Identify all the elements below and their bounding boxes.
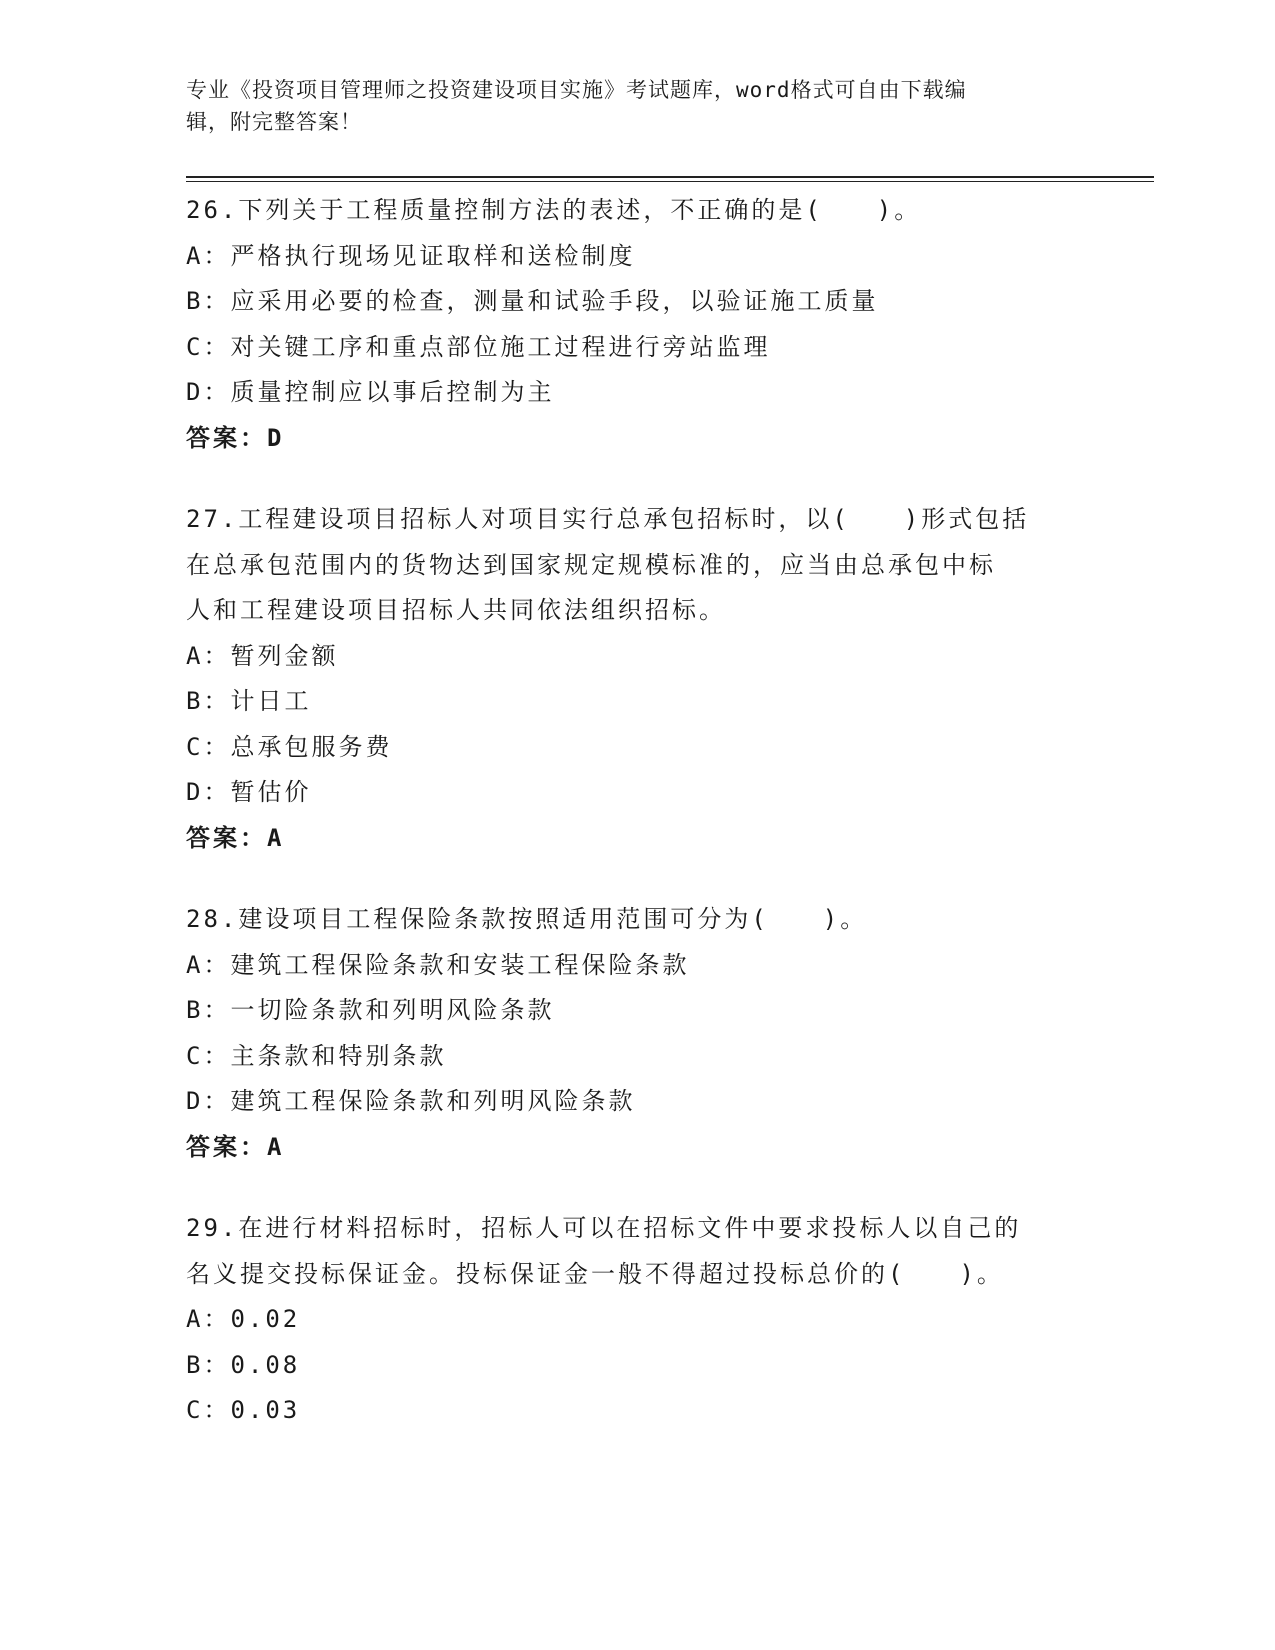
header-line-2: 辑，附完整答案！	[186, 110, 362, 134]
question-29	[186, 1206, 1086, 1434]
header-divider-thick	[186, 176, 1154, 178]
answer: 答案：D	[186, 423, 285, 452]
option-b: B：计日工	[186, 687, 312, 715]
question-stem-line-1: 29.在进行材料招标时，招标人可以在招标文件中要求投标人以自己的	[186, 1214, 1022, 1242]
question-26	[186, 188, 1086, 461]
question-list	[186, 188, 1086, 1470]
header-divider-thin	[186, 181, 1154, 182]
option-a: A：0.02	[186, 1305, 301, 1333]
header-line-1: 专业《投资项目管理师之投资建设项目实施》考试题库，word格式可自由下载编	[186, 78, 967, 102]
question-28	[186, 897, 1086, 1170]
document-header	[186, 74, 1066, 138]
option-b: B：一切险条款和列明风险条款	[186, 996, 555, 1024]
question-stem: 26.下列关于工程质量控制方法的表述，不正确的是( )。	[186, 196, 922, 224]
answer: 答案：A	[186, 1132, 285, 1161]
option-b: B：应采用必要的检查，测量和试验手段，以验证施工质量	[186, 287, 879, 315]
option-a: A：严格执行现场见证取样和送检制度	[186, 241, 636, 270]
option-c: C：主条款和特别条款	[186, 1041, 447, 1070]
option-b: B：0.08	[186, 1350, 301, 1379]
question-stem-line-3: 人和工程建设项目招标人共同依法组织招标。	[186, 596, 726, 624]
question-27	[186, 497, 1086, 861]
question-stem-line-1: 27.工程建设项目招标人对项目实行总承包招标时，以( )形式包括	[186, 505, 1030, 533]
question-stem-line-2: 在总承包范围内的货物达到国家规定规模标准的，应当由总承包中标	[186, 550, 996, 579]
option-c: C：总承包服务费	[186, 732, 393, 761]
option-c: C：对关键工序和重点部位施工过程进行旁站监理	[186, 332, 771, 361]
option-d: D：建筑工程保险条款和列明风险条款	[186, 1087, 636, 1115]
option-d: D：暂估价	[186, 778, 312, 806]
question-stem-line-2: 名义提交投标保证金。投标保证金一般不得超过投标总价的( )。	[186, 1259, 1004, 1288]
option-d: D：质量控制应以事后控制为主	[186, 378, 555, 406]
answer: 答案：A	[186, 823, 285, 852]
option-a: A：建筑工程保险条款和安装工程保险条款	[186, 950, 690, 979]
option-a: A：暂列金额	[186, 641, 339, 670]
option-c: C：0.03	[186, 1396, 301, 1424]
question-stem: 28.建设项目工程保险条款按照适用范围可分为( )。	[186, 905, 868, 933]
